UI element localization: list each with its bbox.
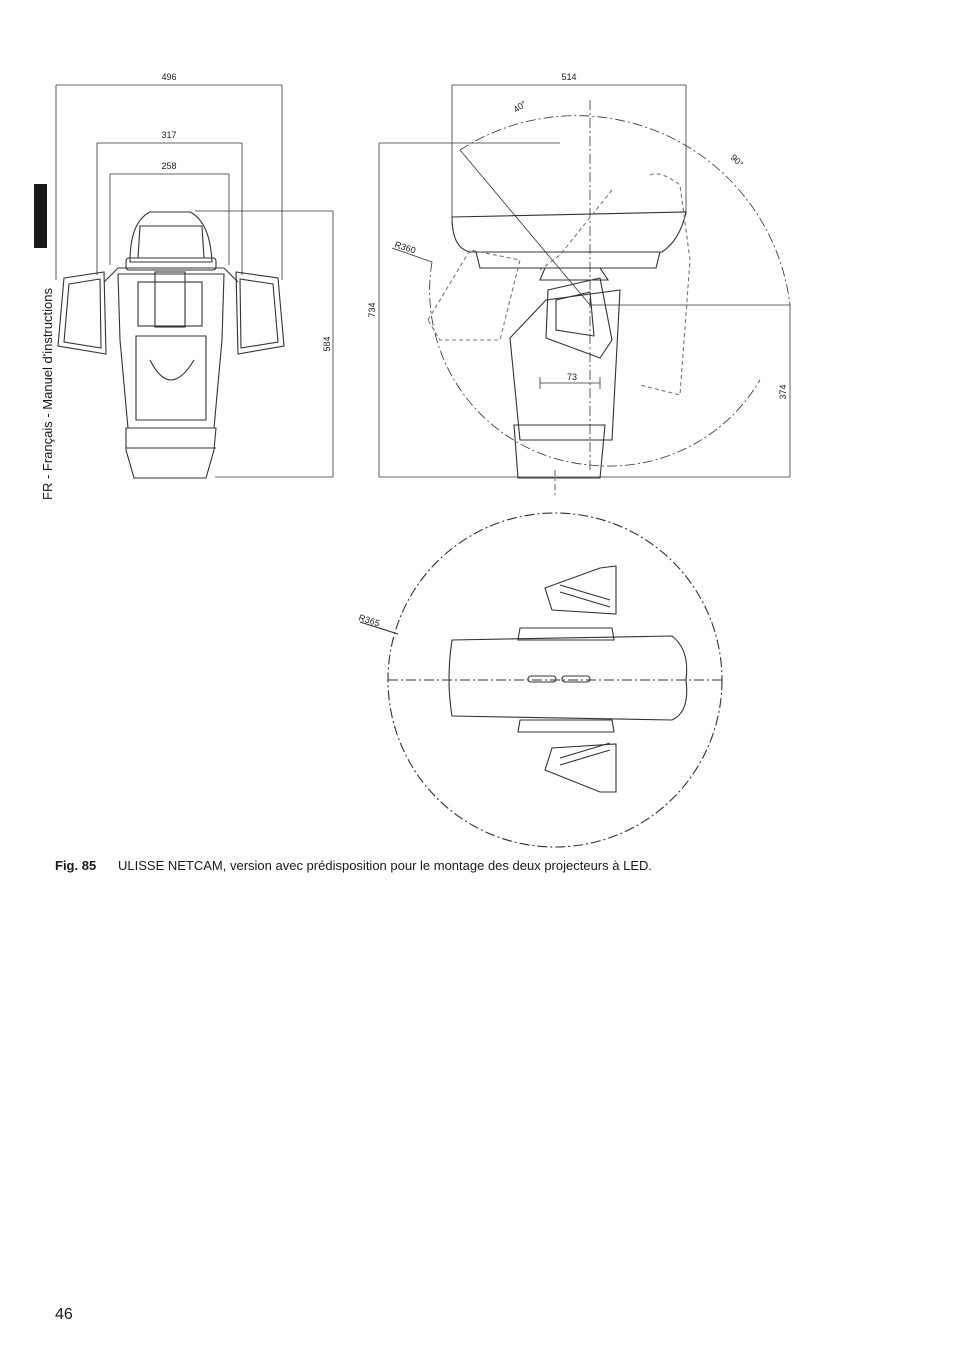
dim-front-inner-width: 258 [161,161,177,171]
figure-caption [55,858,652,873]
language-section-label: FR - Français - Manuel d'instructions [40,288,55,500]
dim-front-middle-width: 317 [161,130,177,140]
dim-side-width: 514 [561,72,577,82]
dim-side-total-height: 734 [367,302,377,318]
front-view-device [58,212,284,478]
dim-side-axis-height: 374 [778,384,788,400]
side-view-device [428,174,690,478]
front-dimension-lines [56,85,333,477]
dim-top-radius: R365 [357,612,381,629]
page-number: 46 [55,1306,73,1323]
figure-caption-text: ULISSE NETCAM, version avec prédisposition pour le montage des deux projecteurs à LED. [118,858,652,873]
figure-label: Fig. 85 [55,858,97,873]
dim-side-offset: 73 [566,372,578,382]
side-dimension-lines [379,85,790,495]
dim-front-height: 584 [322,336,332,352]
top-view-device [360,513,722,847]
dim-front-overall-width: 496 [161,72,177,82]
dim-side-angle-down: 90° [728,152,746,170]
dim-side-radius: R360 [393,239,417,256]
dim-side-angle-up: 40° [511,98,529,115]
